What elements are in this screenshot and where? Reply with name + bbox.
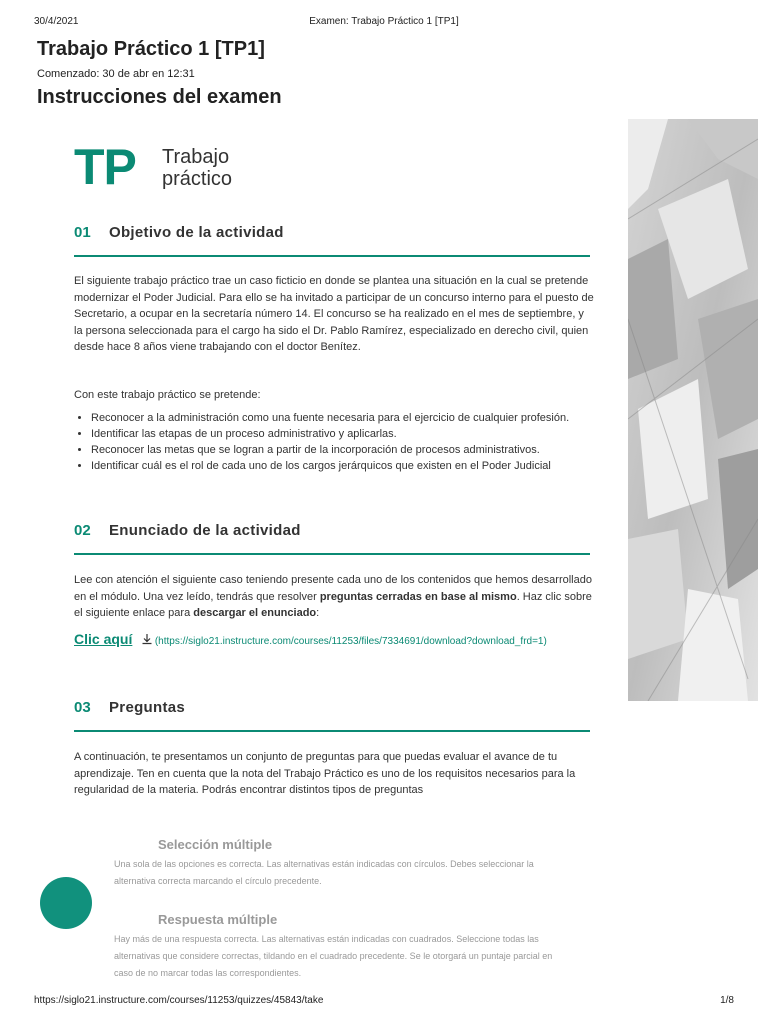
objective-paragraph: El siguiente trabajo práctico trae un caso ficticio en donde se plantea una situación en la cual se pretende modernizar el Poder Judicial. Para ello se ha invitado a participar de un concurso interno para el puesto de Secretario, a ocupar en la secretaría número 14. El concurso se ha realizado en el mes de septiembre, y la persona seleccionada para el cargo ha sido el Dr. Pablo Ramírez, especializado en derecho civil, quien desde hace 8 años viene trabajando con el doctor Benítez. (74, 275, 594, 353)
section-01-divider (74, 255, 590, 257)
tp-logo-subtitle (162, 146, 232, 190)
list-item: • Reconocer a la administración como una fuente necesaria para el ejercicio de cualquier profesión. (91, 410, 611, 426)
tp-logo-line1: Trabajo (162, 146, 230, 168)
section-02-number: 02 (74, 522, 91, 539)
statement-bold-b: descargar el enunciado (193, 607, 317, 619)
statement-text-a: Lee con atención el siguiente caso teniendo presente cada uno de los contenidos que hemos desarrollado en el módulo. Una vez leído, tendrás que resolver (74, 574, 592, 603)
print-title: Examen: Trabajo Práctico 1 [TP1] (309, 16, 459, 27)
question-type-desc: Una sola de las opciones es correcta. Las alternativas están indicadas con círculos. Debes seleccionar la alternativa correcta marcando el círculo precedente. (114, 859, 534, 886)
section-02-title: Enunciado de la actividad (109, 522, 301, 539)
decorative-architecture-image (628, 119, 758, 701)
question-type-title: Respuesta múltiple (158, 912, 278, 927)
footer-url: https://siglo21.instructure.com/courses/11253/quizzes/45843/take (34, 995, 324, 1006)
started-timestamp: Comenzado: 30 de abr en 12:31 (37, 68, 195, 80)
download-link-block (74, 629, 594, 652)
tp-logo-line2: práctico (162, 168, 233, 190)
print-date: 30/4/2021 (34, 16, 79, 27)
section-03-title: Preguntas (109, 699, 186, 716)
statement-text-c: : (316, 607, 320, 619)
page-number: 1/8 (720, 995, 734, 1006)
statement-paragraph (74, 572, 594, 622)
instructions-heading: Instrucciones del examen (37, 86, 282, 108)
tp-logo: TP (74, 139, 136, 195)
list-item: • Reconocer las metas que se logran a partir de la incorporación de procesos administrativos. (91, 442, 611, 458)
download-icon (141, 631, 153, 643)
statement-bold-a: preguntas cerradas en base al mismo (319, 590, 517, 603)
statement-text-b: . Haz clic sobre el siguiente enlace para (74, 590, 592, 619)
objective-intro: Con este trabajo práctico se pretende: (74, 389, 261, 401)
download-url[interactable]: (https://siglo21.instructure.com/courses/11253/files/7334691/download?download_frd=1) (154, 636, 547, 647)
page-title: Trabajo Práctico 1 [TP1] (37, 38, 265, 60)
list-item: • Identificar cuál es el rol de cada uno de los cargos jerárquicos que existen en el Poder Judicial (91, 458, 611, 474)
questions-paragraph: A continuación, te presentamos un conjunto de preguntas para que puedas evaluar el avance de tu aprendizaje. Ten en cuenta que la nota del Trabajo Práctico es uno de los requisitos necesarios para la regularidad de la materia. Podrás encontrar distintos tipos de preguntas (74, 751, 576, 796)
question-type-desc: Hay más de una respuesta correcta. Las alternativas están indicadas con cuadrados. Seleccione todas las alternativas que considere correctas, tildando en el cuadrado precedente. Se le otorgará un puntaje parcial en caso de no marcar todas las correspondientes. (114, 934, 553, 978)
section-01-title: Objetivo de la actividad (109, 224, 284, 241)
section-02-divider (74, 553, 590, 555)
list-item: • Identificar las etapas de un proceso administrativo y aplicarlas. (91, 426, 611, 442)
objective-list (74, 410, 611, 474)
section-01-number: 01 (74, 224, 91, 241)
section-03-number: 03 (74, 699, 91, 716)
section-03-divider (74, 730, 590, 732)
download-link[interactable]: Clic aquí (74, 631, 133, 647)
decorative-circle (40, 877, 92, 929)
question-type-title: Selección múltiple (158, 837, 273, 852)
